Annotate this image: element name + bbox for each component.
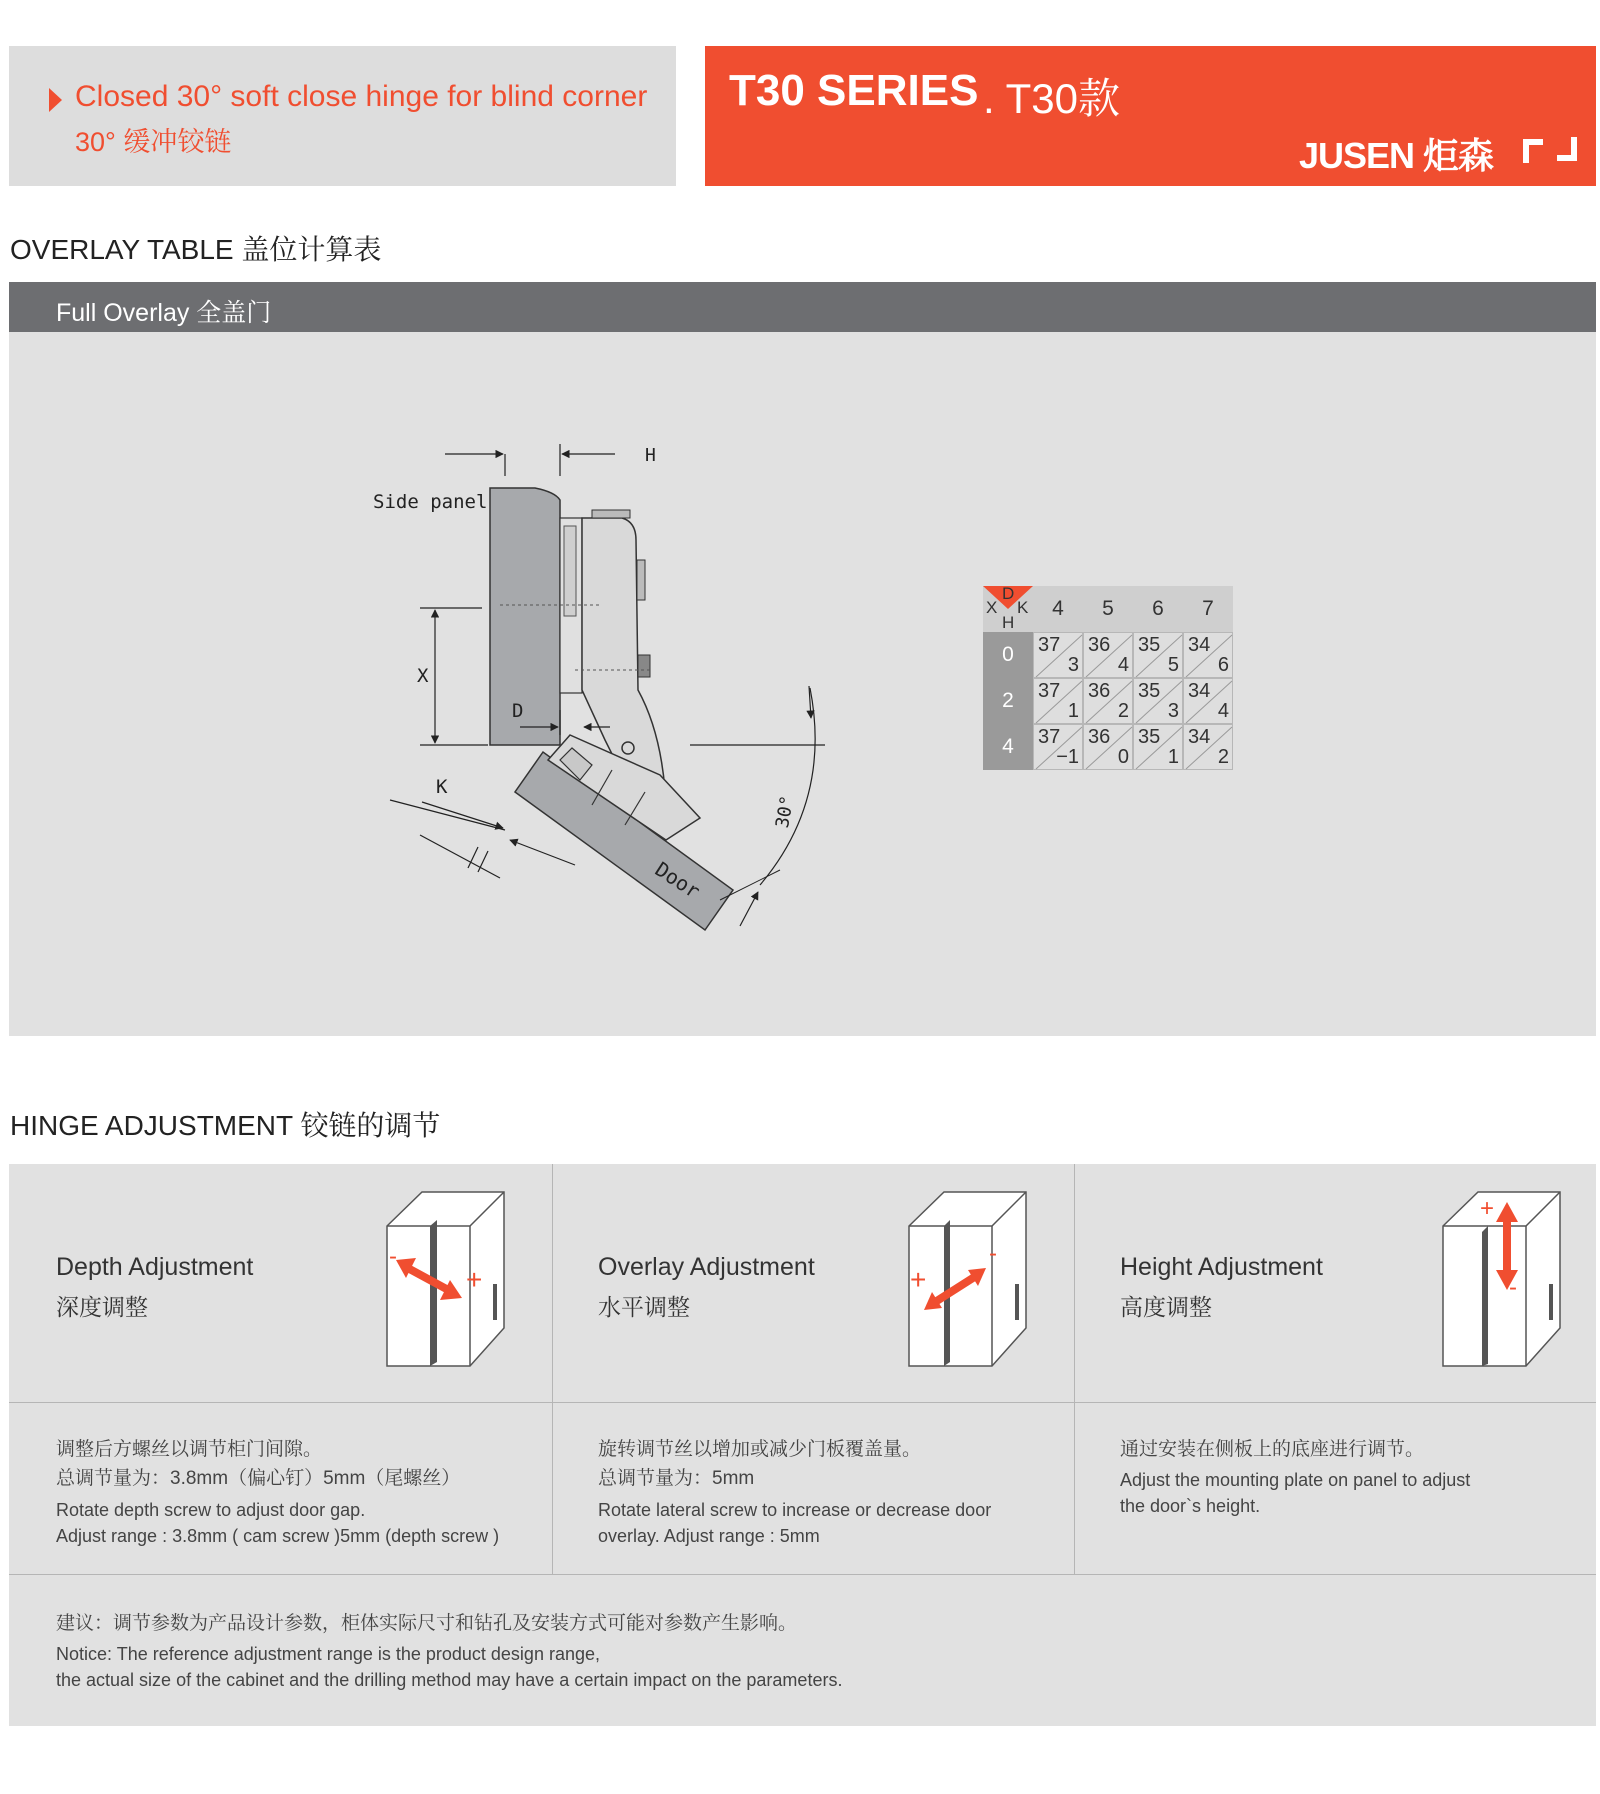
door-label: Door <box>650 857 705 904</box>
side-panel-label: Side panel <box>373 491 488 513</box>
h-row-header-cell: 4 <box>983 724 1033 770</box>
x-value: 37 <box>1038 634 1061 656</box>
description-cn: 30° 缓冲铰链 <box>75 127 232 157</box>
x-value: 37 <box>1038 726 1061 748</box>
overlay-value-cell <box>1183 678 1233 724</box>
overlay-value-cell <box>1083 678 1133 724</box>
height-desc-cn-1: 通过安装在侧板上的底座进行调节。 <box>1120 1439 1425 1460</box>
overlay-section-title: OVERLAY TABLE 盖位计算表 <box>10 234 382 265</box>
x-value: 35 <box>1138 726 1161 748</box>
d-value: 2 <box>1117 700 1129 722</box>
x-value: 36 <box>1088 634 1111 656</box>
notice-en-2: the actual size of the cabinet and the drilling method may have a certain impact on the parameters. <box>56 1670 843 1690</box>
depth-desc-en-1: Rotate depth screw to adjust door gap. <box>56 1500 366 1520</box>
cabinet-depth-icon <box>382 1188 512 1376</box>
d-value: 4 <box>1217 700 1229 722</box>
height-adjustment-title: Height Adjustment <box>1120 1253 1323 1281</box>
d-value: 4 <box>1117 654 1129 676</box>
table-corner-cell <box>983 586 1033 632</box>
minus-icon: - <box>989 1240 997 1267</box>
plus-icon: + <box>1480 1195 1495 1222</box>
x-value: 37 <box>1038 680 1061 702</box>
overlay-value-cell <box>1133 678 1183 724</box>
angle-label: 30° <box>772 793 799 830</box>
overlay-value-cell <box>1033 632 1083 678</box>
depth-adjustment-title: Depth Adjustment <box>56 1253 254 1281</box>
notice-en-1: Notice: The reference adjustment range is the product design range, <box>56 1644 600 1664</box>
description-en: Closed 30° soft close hinge for blind corner <box>75 80 648 113</box>
d-value: 2 <box>1217 746 1229 768</box>
height-adjustment-title-cn: 高度调整 <box>1120 1294 1212 1320</box>
notice-cn: 建议：调节参数为产品设计参数，柜体实际尺寸和钻孔及安装方式可能对参数产生影响。 <box>56 1613 798 1634</box>
x-value: 34 <box>1188 726 1211 748</box>
overlay-value-cell <box>1033 678 1083 724</box>
overlay-adjustment-title-cn: 水平调整 <box>598 1294 690 1320</box>
overlay-desc-en-1: Rotate lateral screw to increase or decrease door <box>598 1500 992 1520</box>
corner-k-label: K <box>1017 598 1029 617</box>
d-value: 1 <box>1167 746 1179 768</box>
overlay-value-cell <box>1133 632 1183 678</box>
cabinet-height-icon <box>1438 1188 1568 1376</box>
d-value: 0 <box>1117 746 1129 768</box>
x-value: 35 <box>1138 680 1161 702</box>
d-value: 5 <box>1167 654 1179 676</box>
k-header-cell: 6 <box>1133 586 1183 632</box>
depth-adjustment-title-cn: 深度调整 <box>56 1294 148 1320</box>
k-header-cell: 7 <box>1183 586 1233 632</box>
overlay-value-cell <box>1083 724 1133 770</box>
d-value: −1 <box>1056 746 1079 768</box>
corner-h-label: H <box>1002 613 1015 632</box>
overlay-value-cell <box>1083 632 1133 678</box>
header-series-panel <box>705 46 1596 186</box>
x-value: 34 <box>1188 680 1211 702</box>
overlay-value-cell <box>1183 632 1233 678</box>
x-value: 35 <box>1138 634 1161 656</box>
bullet-triangle-icon <box>49 88 62 112</box>
overlay-desc-cn-2: 总调节量为：5mm <box>598 1468 755 1489</box>
plus-icon: + <box>466 1264 483 1295</box>
d-value: 1 <box>1067 700 1079 722</box>
header-description-panel <box>9 46 676 186</box>
minus-icon: - <box>1509 1274 1517 1301</box>
d-value: 6 <box>1217 654 1229 676</box>
brand-name: JUSEN 炬森 <box>1299 135 1494 176</box>
height-desc-en-2: the door`s height. <box>1120 1496 1261 1516</box>
dim-h-label: H <box>645 445 656 466</box>
full-overlay-bar <box>9 282 1596 332</box>
minus-icon: - <box>389 1243 397 1270</box>
h-row-header-cell: 2 <box>983 678 1033 724</box>
overlay-adjustment-title: Overlay Adjustment <box>598 1253 815 1281</box>
k-header-cell: 5 <box>1083 586 1133 632</box>
series-title: T30 SERIES <box>729 66 979 115</box>
corner-d-label: D <box>1002 584 1015 603</box>
adjustment-section-title: HINGE ADJUSTMENT 铰链的调节 <box>10 1110 441 1141</box>
overlay-value-cell <box>1133 724 1183 770</box>
overlay-table <box>983 586 1237 774</box>
overlay-desc-cn-1: 旋转调节丝以增加或减少门板覆盖量。 <box>598 1439 922 1460</box>
row-divider <box>9 1402 1596 1403</box>
column-divider <box>1074 1164 1075 1574</box>
dim-d-label: D <box>512 700 524 722</box>
row-divider <box>9 1574 1596 1575</box>
k-header-cell: 4 <box>1033 586 1083 632</box>
column-divider <box>552 1164 553 1574</box>
x-value: 34 <box>1188 634 1211 656</box>
depth-desc-en-2: Adjust range : 3.8mm ( cam screw )5mm (depth screw ) <box>56 1526 500 1546</box>
height-desc-en-1: Adjust the mounting plate on panel to adjust <box>1120 1470 1471 1490</box>
d-value: 3 <box>1167 700 1179 722</box>
dim-k-label: K <box>436 776 448 798</box>
overlay-desc-en-2: overlay. Adjust range : 5mm <box>598 1526 820 1546</box>
corner-x-label: X <box>986 598 998 617</box>
x-value: 36 <box>1088 680 1111 702</box>
full-overlay-label: Full Overlay 全盖门 <box>56 299 272 327</box>
dim-x-label: X <box>417 665 429 687</box>
overlay-value-cell <box>1033 724 1083 770</box>
plus-icon: + <box>910 1264 927 1295</box>
depth-desc-cn-2: 总调节量为：3.8mm（偏心钉）5mm（尾螺丝） <box>56 1468 461 1489</box>
brand-logo-icon <box>1521 135 1579 165</box>
depth-desc-cn-1: 调整后方螺丝以调节柜门间隙。 <box>56 1439 323 1460</box>
h-row-header-cell: 0 <box>983 632 1033 678</box>
model-title: . T30款 <box>983 75 1120 122</box>
x-value: 36 <box>1088 726 1111 748</box>
overlay-value-cell <box>1183 724 1233 770</box>
d-value: 3 <box>1067 654 1079 676</box>
